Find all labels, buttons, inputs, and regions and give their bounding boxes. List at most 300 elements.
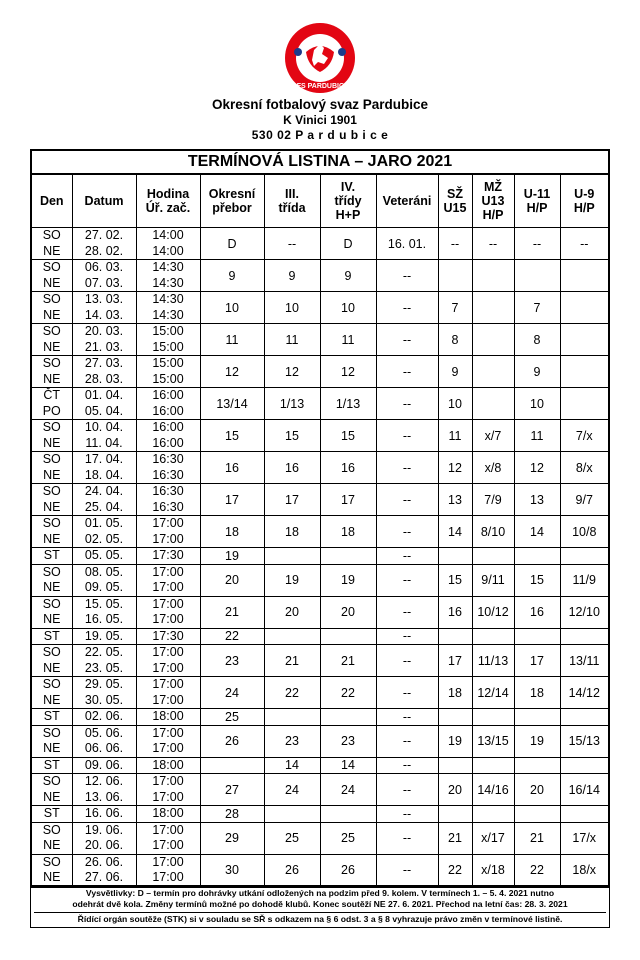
cell-den: ST xyxy=(32,757,72,774)
cell-den: SO NE xyxy=(32,564,72,596)
cell-mz-u13: -- xyxy=(472,228,514,260)
cell-sz-u15: 18 xyxy=(438,677,472,709)
schedule-row xyxy=(32,709,608,726)
cell-okresni-prebor: 10 xyxy=(200,292,264,324)
cell-datum: 17. 04. 18. 04. xyxy=(72,452,136,484)
cell-datum: 29. 05. 30. 05. xyxy=(72,677,136,709)
cell-veterani: -- xyxy=(376,564,438,596)
cell-okresni-prebor: 30 xyxy=(200,854,264,886)
cell-hodina: 17:00 17:00 xyxy=(136,596,200,628)
cell-u11: 9 xyxy=(514,356,560,388)
cell-sz-u15 xyxy=(438,260,472,292)
header-okresni-prebor: Okresní přebor xyxy=(200,175,264,228)
cell-veterani: -- xyxy=(376,548,438,565)
cell-sz-u15: 7 xyxy=(438,292,472,324)
cell-u9: 11/9 xyxy=(560,564,608,596)
cell-mz-u13 xyxy=(472,292,514,324)
cell-u9 xyxy=(560,324,608,356)
schedule-row xyxy=(32,822,608,854)
cell-veterani: -- xyxy=(376,596,438,628)
cell-u11: 17 xyxy=(514,645,560,677)
header-sz-u15: SŽ U15 xyxy=(438,175,472,228)
cell-hodina: 14:30 14:30 xyxy=(136,292,200,324)
cell-den: ST xyxy=(32,548,72,565)
header-datum: Datum xyxy=(72,175,136,228)
cell-veterani: -- xyxy=(376,757,438,774)
cell-iii-trida: 23 xyxy=(264,725,320,757)
cell-den: SO NE xyxy=(32,452,72,484)
cell-iv-tridy xyxy=(320,628,376,645)
cell-veterani: -- xyxy=(376,628,438,645)
cell-veterani: -- xyxy=(376,774,438,806)
legend-box xyxy=(30,885,610,928)
cell-hodina: 17:00 17:00 xyxy=(136,774,200,806)
cell-okresni-prebor xyxy=(200,757,264,774)
cell-iii-trida: 25 xyxy=(264,822,320,854)
cell-den: SO NE xyxy=(32,677,72,709)
cell-datum: 09. 06. xyxy=(72,757,136,774)
cell-den: SO NE xyxy=(32,324,72,356)
cell-mz-u13 xyxy=(472,757,514,774)
header-u9: U-9 H/P xyxy=(560,175,608,228)
cell-sz-u15: 13 xyxy=(438,484,472,516)
cell-okresni-prebor: 20 xyxy=(200,564,264,596)
schedule-row xyxy=(32,774,608,806)
cell-hodina: 18:00 xyxy=(136,806,200,823)
cell-u9 xyxy=(560,757,608,774)
cell-mz-u13 xyxy=(472,628,514,645)
cell-datum: 27. 02. 28. 02. xyxy=(72,228,136,260)
cell-okresni-prebor: 15 xyxy=(200,420,264,452)
cell-iv-tridy: 17 xyxy=(320,484,376,516)
cell-hodina: 17:00 17:00 xyxy=(136,516,200,548)
cell-hodina: 16:00 16:00 xyxy=(136,420,200,452)
cell-mz-u13: x/8 xyxy=(472,452,514,484)
cell-u11: 15 xyxy=(514,564,560,596)
cell-iv-tridy: 26 xyxy=(320,854,376,886)
cell-datum: 19. 05. xyxy=(72,628,136,645)
cell-u9 xyxy=(560,356,608,388)
cell-datum: 05. 06. 06. 06. xyxy=(72,725,136,757)
logo-ball-patch xyxy=(294,48,302,56)
cell-u9 xyxy=(560,628,608,645)
schedule-row xyxy=(32,854,608,886)
cell-u11: 21 xyxy=(514,822,560,854)
cell-sz-u15: 16 xyxy=(438,596,472,628)
cell-sz-u15: 11 xyxy=(438,420,472,452)
cell-den: ST xyxy=(32,709,72,726)
cell-hodina: 16:30 16:30 xyxy=(136,484,200,516)
cell-mz-u13: x/17 xyxy=(472,822,514,854)
cell-u9: 15/13 xyxy=(560,725,608,757)
cell-iv-tridy: 9 xyxy=(320,260,376,292)
cell-u9: 17/x xyxy=(560,822,608,854)
cell-iii-trida: 10 xyxy=(264,292,320,324)
cell-iii-trida: 14 xyxy=(264,757,320,774)
cell-mz-u13: 8/10 xyxy=(472,516,514,548)
cell-hodina: 14:30 14:30 xyxy=(136,260,200,292)
cell-mz-u13: 11/13 xyxy=(472,645,514,677)
cell-u9: 18/x xyxy=(560,854,608,886)
cell-sz-u15 xyxy=(438,806,472,823)
cell-mz-u13: 13/15 xyxy=(472,725,514,757)
cell-iii-trida: 17 xyxy=(264,484,320,516)
cell-okresni-prebor: 26 xyxy=(200,725,264,757)
cell-u9: 9/7 xyxy=(560,484,608,516)
cell-sz-u15: 12 xyxy=(438,452,472,484)
cell-den: SO NE xyxy=(32,596,72,628)
cell-u9 xyxy=(560,548,608,565)
cell-iv-tridy: 24 xyxy=(320,774,376,806)
cell-u11: 22 xyxy=(514,854,560,886)
cell-iii-trida: 21 xyxy=(264,645,320,677)
cell-u11 xyxy=(514,260,560,292)
cell-hodina: 17:00 17:00 xyxy=(136,854,200,886)
cell-veterani: -- xyxy=(376,324,438,356)
cell-veterani: -- xyxy=(376,854,438,886)
cell-okresni-prebor: 18 xyxy=(200,516,264,548)
organization-header xyxy=(0,97,640,144)
cell-u11: 10 xyxy=(514,388,560,420)
cell-den: SO NE xyxy=(32,484,72,516)
cell-u9: 7/x xyxy=(560,420,608,452)
cell-u11: -- xyxy=(514,228,560,260)
legend-line-3: Řídící orgán soutěže (STK) si v souladu se SŘ s odkazem na § 6 odst. 3 a § 8 vyhrazuje právo změn v termínové listině. xyxy=(34,912,606,925)
cell-iii-trida: 11 xyxy=(264,324,320,356)
cell-u11: 18 xyxy=(514,677,560,709)
schedule-row xyxy=(32,356,608,388)
cell-den: SO NE xyxy=(32,420,72,452)
cell-mz-u13: 12/14 xyxy=(472,677,514,709)
cell-u11: 12 xyxy=(514,452,560,484)
cell-sz-u15: 22 xyxy=(438,854,472,886)
cell-u9 xyxy=(560,806,608,823)
cell-iii-trida: 26 xyxy=(264,854,320,886)
cell-hodina: 15:00 15:00 xyxy=(136,356,200,388)
cell-hodina: 17:00 17:00 xyxy=(136,677,200,709)
cell-sz-u15 xyxy=(438,757,472,774)
cell-okresni-prebor: 28 xyxy=(200,806,264,823)
cell-sz-u15: 15 xyxy=(438,564,472,596)
cell-u11: 20 xyxy=(514,774,560,806)
cell-sz-u15: 21 xyxy=(438,822,472,854)
header-iv-tridy: IV. třídy H+P xyxy=(320,175,376,228)
cell-okresni-prebor: 21 xyxy=(200,596,264,628)
schedule-table xyxy=(32,175,608,886)
cell-den: SO NE xyxy=(32,645,72,677)
cell-datum: 12. 06. 13. 06. xyxy=(72,774,136,806)
cell-den: SO NE xyxy=(32,516,72,548)
cell-datum: 01. 04. 05. 04. xyxy=(72,388,136,420)
cell-datum: 10. 04. 11. 04. xyxy=(72,420,136,452)
cell-veterani: -- xyxy=(376,709,438,726)
cell-den: SO NE xyxy=(32,260,72,292)
cell-u9: 10/8 xyxy=(560,516,608,548)
cell-iii-trida: 19 xyxy=(264,564,320,596)
cell-u11: 14 xyxy=(514,516,560,548)
cell-hodina: 17:00 17:00 xyxy=(136,645,200,677)
cell-den: ST xyxy=(32,806,72,823)
cell-sz-u15: 14 xyxy=(438,516,472,548)
cell-veterani: -- xyxy=(376,388,438,420)
cell-hodina: 16:00 16:00 xyxy=(136,388,200,420)
schedule-row xyxy=(32,420,608,452)
cell-hodina: 18:00 xyxy=(136,709,200,726)
organization-street: K Vinici 1901 xyxy=(283,112,357,127)
cell-okresni-prebor: 11 xyxy=(200,324,264,356)
schedule-row xyxy=(32,628,608,645)
cell-okresni-prebor: 16 xyxy=(200,452,264,484)
cell-mz-u13 xyxy=(472,324,514,356)
schedule-row xyxy=(32,564,608,596)
cell-okresni-prebor: 23 xyxy=(200,645,264,677)
schedule-row xyxy=(32,757,608,774)
cell-den: SO NE xyxy=(32,228,72,260)
cell-iii-trida: 12 xyxy=(264,356,320,388)
schedule-row xyxy=(32,452,608,484)
schedule-row xyxy=(32,806,608,823)
cell-okresni-prebor: 29 xyxy=(200,822,264,854)
cell-iii-trida: 9 xyxy=(264,260,320,292)
cell-u9: 14/12 xyxy=(560,677,608,709)
cell-mz-u13: x/18 xyxy=(472,854,514,886)
cell-datum: 01. 05. 02. 05. xyxy=(72,516,136,548)
cell-datum: 06. 03. 07. 03. xyxy=(72,260,136,292)
cell-den: SO NE xyxy=(32,292,72,324)
cell-iv-tridy: 1/13 xyxy=(320,388,376,420)
cell-datum: 19. 06. 20. 06. xyxy=(72,822,136,854)
schedule-row xyxy=(32,596,608,628)
cell-u11: 13 xyxy=(514,484,560,516)
cell-sz-u15: 10 xyxy=(438,388,472,420)
schedule-row xyxy=(32,260,608,292)
cell-iii-trida xyxy=(264,806,320,823)
cell-okresni-prebor: 12 xyxy=(200,356,264,388)
cell-hodina: 15:00 15:00 xyxy=(136,324,200,356)
cell-u9 xyxy=(560,709,608,726)
cell-mz-u13 xyxy=(472,806,514,823)
cell-veterani: -- xyxy=(376,806,438,823)
cell-sz-u15: 19 xyxy=(438,725,472,757)
cell-iii-trida: 24 xyxy=(264,774,320,806)
cell-mz-u13: 14/16 xyxy=(472,774,514,806)
cell-veterani: -- xyxy=(376,260,438,292)
cell-veterani: -- xyxy=(376,484,438,516)
cell-den: SO NE xyxy=(32,725,72,757)
cell-iii-trida: 15 xyxy=(264,420,320,452)
cell-u11 xyxy=(514,806,560,823)
cell-iv-tridy: 12 xyxy=(320,356,376,388)
cell-iii-trida: 20 xyxy=(264,596,320,628)
cell-u9: -- xyxy=(560,228,608,260)
cell-u11 xyxy=(514,628,560,645)
cell-iv-tridy: 11 xyxy=(320,324,376,356)
cell-iii-trida: 18 xyxy=(264,516,320,548)
cell-datum: 02. 06. xyxy=(72,709,136,726)
schedule-row xyxy=(32,388,608,420)
schedule-row xyxy=(32,645,608,677)
header-row xyxy=(32,175,608,228)
cell-veterani: -- xyxy=(376,356,438,388)
organization-city: 530 02 P a r d u b i c e xyxy=(251,128,389,142)
cell-datum: 16. 06. xyxy=(72,806,136,823)
schedule-frame xyxy=(30,149,610,888)
cell-hodina: 17:00 17:00 xyxy=(136,725,200,757)
cell-iii-trida: 16 xyxy=(264,452,320,484)
cell-iv-tridy xyxy=(320,806,376,823)
cell-hodina: 17:30 xyxy=(136,548,200,565)
cell-u9: 16/14 xyxy=(560,774,608,806)
cell-iv-tridy: 23 xyxy=(320,725,376,757)
cell-u9 xyxy=(560,260,608,292)
cell-hodina: 18:00 xyxy=(136,757,200,774)
cell-iii-trida xyxy=(264,548,320,565)
cell-mz-u13 xyxy=(472,388,514,420)
organization-name: Okresní fotbalový svaz Pardubice xyxy=(211,97,429,112)
schedule-body xyxy=(32,228,608,886)
cell-datum: 26. 06. 27. 06. xyxy=(72,854,136,886)
cell-datum: 05. 05. xyxy=(72,548,136,565)
cell-veterani: 16. 01. xyxy=(376,228,438,260)
cell-u9 xyxy=(560,292,608,324)
cell-den: ČT PO xyxy=(32,388,72,420)
schedule-row xyxy=(32,228,608,260)
cell-sz-u15: -- xyxy=(438,228,472,260)
cell-datum: 22. 05. 23. 05. xyxy=(72,645,136,677)
cell-veterani: -- xyxy=(376,725,438,757)
schedule-row xyxy=(32,677,608,709)
cell-sz-u15: 9 xyxy=(438,356,472,388)
cell-mz-u13: x/7 xyxy=(472,420,514,452)
cell-iv-tridy: 10 xyxy=(320,292,376,324)
cell-veterani: -- xyxy=(376,645,438,677)
cell-iii-trida xyxy=(264,628,320,645)
header-den: Den xyxy=(32,175,72,228)
cell-den: SO NE xyxy=(32,774,72,806)
cell-veterani: -- xyxy=(376,516,438,548)
cell-okresni-prebor: 9 xyxy=(200,260,264,292)
cell-okresni-prebor: 17 xyxy=(200,484,264,516)
legend-line-2: odehrát dvě kola. Změny termínů možné po dohodě klubů. Konec soutěží NE 27. 6. 2021. Přechod na letní čas: 28. 3. 2021 xyxy=(72,899,568,909)
cell-sz-u15: 8 xyxy=(438,324,472,356)
logo-ball-patch xyxy=(338,48,346,56)
cell-den: ST xyxy=(32,628,72,645)
cell-iii-trida: 1/13 xyxy=(264,388,320,420)
cell-u9: 13/11 xyxy=(560,645,608,677)
cell-hodina: 14:00 14:00 xyxy=(136,228,200,260)
legend-line-1: Vysvětlivky: D – termín pro dohrávky utkání odložených na podzim před 9. kolem. V termínech 1. – 5. 4. 2021 nutno xyxy=(85,888,555,898)
cell-okresni-prebor: 19 xyxy=(200,548,264,565)
cell-hodina: 17:00 17:00 xyxy=(136,564,200,596)
schedule-title: TERMÍNOVÁ LISTINA – JARO 2021 xyxy=(32,151,608,175)
cell-iii-trida: 22 xyxy=(264,677,320,709)
cell-iii-trida xyxy=(264,709,320,726)
cell-u11: 16 xyxy=(514,596,560,628)
cell-den: SO NE xyxy=(32,854,72,886)
header-mz-u13: MŽ U13 H/P xyxy=(472,175,514,228)
cell-sz-u15 xyxy=(438,709,472,726)
cell-sz-u15: 17 xyxy=(438,645,472,677)
schedule-row xyxy=(32,292,608,324)
cell-datum: 15. 05. 16. 05. xyxy=(72,596,136,628)
cell-veterani: -- xyxy=(376,822,438,854)
cell-hodina: 17:00 17:00 xyxy=(136,822,200,854)
cell-sz-u15 xyxy=(438,548,472,565)
cell-okresni-prebor: 13/14 xyxy=(200,388,264,420)
cell-datum: 24. 04. 25. 04. xyxy=(72,484,136,516)
cell-iii-trida: -- xyxy=(264,228,320,260)
schedule-row xyxy=(32,548,608,565)
schedule-row xyxy=(32,725,608,757)
cell-okresni-prebor: 25 xyxy=(200,709,264,726)
cell-mz-u13: 7/9 xyxy=(472,484,514,516)
cell-iv-tridy: 25 xyxy=(320,822,376,854)
cell-u11: 8 xyxy=(514,324,560,356)
cell-mz-u13 xyxy=(472,709,514,726)
cell-mz-u13 xyxy=(472,548,514,565)
cell-iv-tridy: 15 xyxy=(320,420,376,452)
cell-datum: 20. 03. 21. 03. xyxy=(72,324,136,356)
cell-u9: 8/x xyxy=(560,452,608,484)
ofs-pardubice-logo xyxy=(284,22,356,94)
cell-iv-tridy xyxy=(320,548,376,565)
cell-den: SO NE xyxy=(32,822,72,854)
cell-iv-tridy: 16 xyxy=(320,452,376,484)
cell-okresni-prebor: 27 xyxy=(200,774,264,806)
cell-mz-u13 xyxy=(472,260,514,292)
cell-sz-u15 xyxy=(438,628,472,645)
cell-sz-u15: 20 xyxy=(438,774,472,806)
cell-u9 xyxy=(560,388,608,420)
cell-iv-tridy: D xyxy=(320,228,376,260)
cell-okresni-prebor: 24 xyxy=(200,677,264,709)
cell-u11 xyxy=(514,548,560,565)
cell-iv-tridy: 22 xyxy=(320,677,376,709)
cell-hodina: 17:30 xyxy=(136,628,200,645)
cell-u9: 12/10 xyxy=(560,596,608,628)
cell-iv-tridy: 21 xyxy=(320,645,376,677)
logo-text: OFS PARDUBICE xyxy=(291,83,349,90)
cell-u11 xyxy=(514,757,560,774)
cell-datum: 27. 03. 28. 03. xyxy=(72,356,136,388)
cell-veterani: -- xyxy=(376,292,438,324)
cell-hodina: 16:30 16:30 xyxy=(136,452,200,484)
cell-veterani: -- xyxy=(376,452,438,484)
header-iii-trida: III. třída xyxy=(264,175,320,228)
schedule-row xyxy=(32,484,608,516)
cell-mz-u13 xyxy=(472,356,514,388)
cell-datum: 13. 03. 14. 03. xyxy=(72,292,136,324)
schedule-row xyxy=(32,324,608,356)
cell-okresni-prebor: D xyxy=(200,228,264,260)
cell-iv-tridy: 20 xyxy=(320,596,376,628)
schedule-row xyxy=(32,516,608,548)
cell-iv-tridy: 14 xyxy=(320,757,376,774)
cell-u11: 11 xyxy=(514,420,560,452)
cell-iv-tridy: 19 xyxy=(320,564,376,596)
header-veterani: Veteráni xyxy=(376,175,438,228)
cell-datum: 08. 05. 09. 05. xyxy=(72,564,136,596)
cell-u11: 19 xyxy=(514,725,560,757)
header-u11: U-11 H/P xyxy=(514,175,560,228)
cell-iv-tridy: 18 xyxy=(320,516,376,548)
cell-mz-u13: 9/11 xyxy=(472,564,514,596)
cell-u11: 7 xyxy=(514,292,560,324)
cell-iv-tridy xyxy=(320,709,376,726)
cell-veterani: -- xyxy=(376,420,438,452)
header-hodina: Hodina Úř. zač. xyxy=(136,175,200,228)
cell-veterani: -- xyxy=(376,677,438,709)
